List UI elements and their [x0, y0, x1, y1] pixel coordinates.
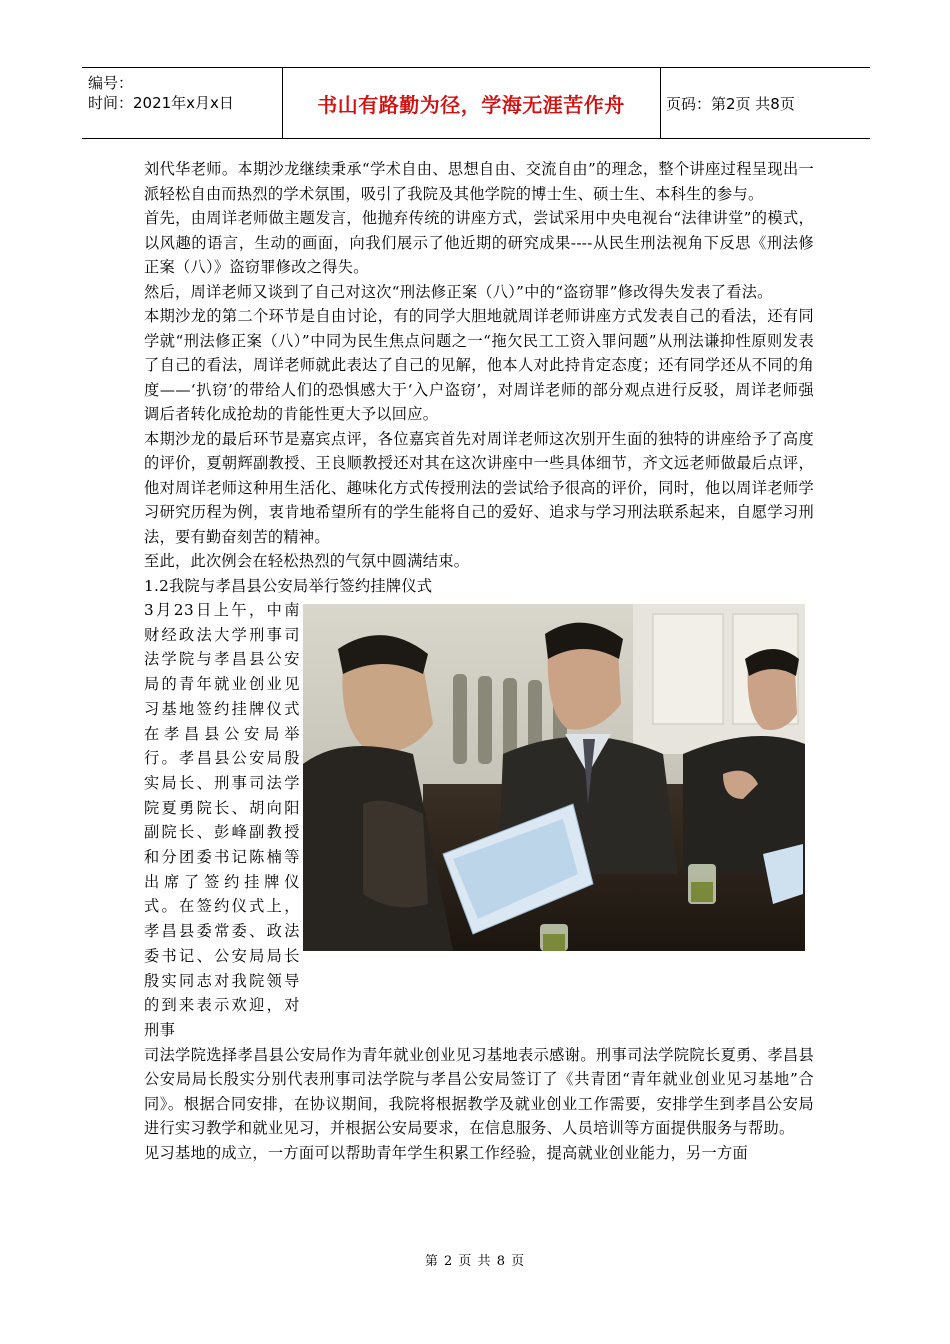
- wrapped-text: 3月23日上午，中南财经政法大学刑事司法学院与孝昌县公安局的青年就业创业见习基地签约挂牌仪式在孝昌县公安局举行。孝昌县公安局殷实局长、刑事司法学院夏勇院长、胡向阳副院长、彭峰副教授和分团委书记陈楠等出席了签约挂牌仪式。在签约仪式上，孝昌县委常委、政法委书记、公安局局长殷实同志对我院领导的到来表示欢迎，对刑事: [144, 601, 300, 1039]
- document-body: [144, 157, 814, 1165]
- paragraph: 然后，周详老师又谈到了自己对这次“刑法修正案（八）”中的“盗窃罪”修改得失发表了看法。: [144, 282, 773, 301]
- header-motto-cell: [282, 68, 661, 138]
- section-heading: 1.2我院与孝昌县公安局举行签约挂牌仪式: [144, 576, 433, 595]
- signing-ceremony-photo: [303, 604, 805, 951]
- page-footer: 第 2 页 共 8 页: [424, 1254, 526, 1269]
- text-with-photo: [144, 598, 814, 1043]
- paragraph: 本期沙龙的最后环节是嘉宾点评，各位嘉宾首先对周详老师这次别开生面的独特的讲座给予了高度的评价，夏朝辉副教授、王良顺教授还对其在这次讲座中一些具体细节，齐文远老师做最后点评，他对周详老师这种用生活化、趣味化方式传授刑法的尝试给予很高的评价，同时，他以周详老师学习研究历程为例，衷肯地希望所有的学生能将自己的爱好、追求与学习刑法联系起来，自愿学习刑法，要有勤奋刻苦的精神。: [144, 429, 814, 546]
- header-page-cell: [660, 68, 876, 138]
- paragraph: 首先，由周详老师做主题发言，他抛弃传统的讲座方式，尝试采用中央电视台“法律讲堂”的模式，以风趣的语言，生动的画面，向我们展示了他近期的研究成果----从民生刑法视角下反思《刑法修正案（八）》盗窃罪修改之得失。: [144, 209, 814, 276]
- number-label: 编号：: [88, 74, 134, 92]
- paragraph: 本期沙龙的第二个环节是自由讨论，有的同学大胆地就周详老师讲座方式发表自己的看法，还有同学就“刑法修正案（八）”中同为民生焦点问题之一“拖欠民工工资入罪问题”从刑法谦抑性原则发表了自己的看法，周详老师就此表达了自己的见解，他本人对此持肯定态度；还有同学还从不同的角度——‘扒窃’的带给人们的恐惧感大于‘入户盗窃’，对周详老师的部分观点进行反驳，周详老师强调后者转化成抢劫的肯能性更大予以回应。: [144, 307, 814, 423]
- paragraph: 见习基地的成立，一方面可以帮助青年学生积累工作经验，提高就业创业能力，另一方面: [144, 1143, 749, 1162]
- time-label: 时间：2021年x月x日: [88, 94, 234, 112]
- page-label: 页码：第2页 共8页: [666, 94, 795, 113]
- paragraph: 至此，此次例会在轻松热烈的气氛中圆满结束。: [144, 552, 470, 570]
- paragraph: 司法学院选择孝昌县公安局作为青年就业创业见习基地表示感谢。刑事司法学院院长夏勇、孝昌县公安局局长殷实分别代表刑事司法学院与孝昌公安局签订了《共青团“青年就业创业见习基地”合同》。根据合同安排，在协议期间，我院将根据教学及就业创业工作需要，安排学生到孝昌公安局进行实习教学和就业见习，并根据公安局要求，在信息服务、人员培训等方面提供服务与帮助。: [144, 1045, 814, 1138]
- paragraph: 刘代华老师。本期沙龙继续秉承“学术自由、思想自由、交流自由”的理念，整个讲座过程呈现出一派轻松自由而热烈的学术氛围，吸引了我院及其他学院的博士生、硕士生、本科生的参与。: [144, 160, 814, 203]
- page-header: [82, 67, 870, 139]
- header-meta: [82, 68, 283, 138]
- motto: 书山有路勤为径，学海无涯苦作舟: [317, 92, 625, 117]
